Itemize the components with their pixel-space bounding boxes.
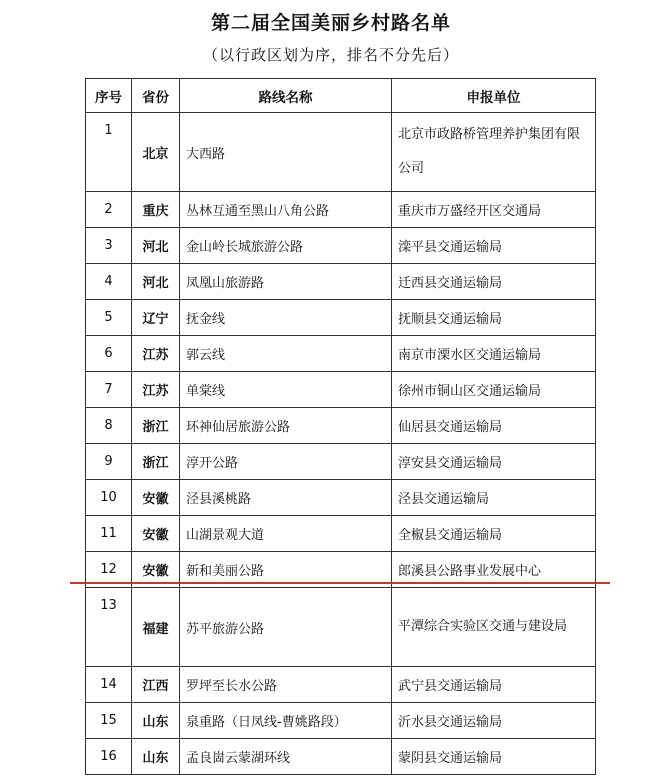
table-row — [86, 588, 596, 667]
row-province: 浙江 — [132, 408, 180, 444]
row-unit: 沂水县交通运输局 — [392, 703, 596, 739]
row-no: 4 — [86, 264, 132, 300]
row-no: 16 — [86, 739, 132, 775]
header-unit: 申报单位 — [392, 79, 596, 113]
row-no: 1 — [86, 113, 132, 192]
table-row — [86, 703, 596, 739]
row-province: 江西 — [132, 667, 180, 703]
row-unit: 平潭综合实验区交通与建设局 — [392, 588, 596, 667]
row-province: 北京 — [132, 113, 180, 192]
row-route: 淳开公路 — [180, 444, 392, 480]
table-row — [86, 113, 596, 192]
row-province: 江苏 — [132, 372, 180, 408]
row-route: 山湖景观大道 — [180, 516, 392, 552]
row-no: 7 — [86, 372, 132, 408]
row-province: 山东 — [132, 703, 180, 739]
row-no: 5 — [86, 300, 132, 336]
table-row — [86, 264, 596, 300]
row-province: 辽宁 — [132, 300, 180, 336]
row-province: 安徽 — [132, 480, 180, 516]
row-unit: 迁西县交通运输局 — [392, 264, 596, 300]
row-no: 9 — [86, 444, 132, 480]
table-row — [86, 480, 596, 516]
table-row — [86, 300, 596, 336]
header-no: 序号 — [86, 79, 132, 113]
row-route: 丛林互通至黑山八角公路 — [180, 192, 392, 228]
row-province: 浙江 — [132, 444, 180, 480]
row-route: 凤凰山旅游路 — [180, 264, 392, 300]
row-no: 6 — [86, 336, 132, 372]
row-no: 3 — [86, 228, 132, 264]
row-no: 14 — [86, 667, 132, 703]
row-unit: 仙居县交通运输局 — [392, 408, 596, 444]
table-row — [86, 192, 596, 228]
row-unit: 武宁县交通运输局 — [392, 667, 596, 703]
row-province: 安徽 — [132, 552, 180, 588]
row-no: 8 — [86, 408, 132, 444]
roads-table — [85, 78, 596, 775]
row-province: 重庆 — [132, 192, 180, 228]
row-province: 安徽 — [132, 516, 180, 552]
row-province: 河北 — [132, 228, 180, 264]
header-province: 省份 — [132, 79, 180, 113]
row-route: 苏平旅游公路 — [180, 588, 392, 667]
row-unit: 郎溪县公路事业发展中心 — [392, 552, 596, 588]
table-row — [86, 336, 596, 372]
row-route: 孟良崮云蒙湖环线 — [180, 739, 392, 775]
table-row — [86, 228, 596, 264]
header-route: 路线名称 — [180, 79, 392, 113]
row-no: 11 — [86, 516, 132, 552]
row-unit: 徐州市铜山区交通运输局 — [392, 372, 596, 408]
row-no: 15 — [86, 703, 132, 739]
row-unit: 淳安县交通运输局 — [392, 444, 596, 480]
row-unit: 重庆市万盛经开区交通局 — [392, 192, 596, 228]
row-route: 罗坪至长水公路 — [180, 667, 392, 703]
row-route: 泾县溪桃路 — [180, 480, 392, 516]
row-province: 山东 — [132, 739, 180, 775]
row-unit: 抚顺县交通运输局 — [392, 300, 596, 336]
row-no: 2 — [86, 192, 132, 228]
row-no: 13 — [86, 588, 132, 667]
red-separator-line — [70, 582, 610, 584]
table-row — [86, 739, 596, 775]
row-unit: 泾县交通运输局 — [392, 480, 596, 516]
document-subtitle: （以行政区划为序，排名不分先后） — [202, 46, 459, 64]
row-province: 福建 — [132, 588, 180, 667]
row-unit: 南京市溧水区交通运输局 — [392, 336, 596, 372]
table-row — [86, 444, 596, 480]
document-title: 第二届全国美丽乡村路名单 — [210, 12, 451, 34]
row-province: 江苏 — [132, 336, 180, 372]
table-row — [86, 408, 596, 444]
row-route: 抚金线 — [180, 300, 392, 336]
row-unit: 蒙阴县交通运输局 — [392, 739, 596, 775]
row-route: 郭云线 — [180, 336, 392, 372]
row-route: 单棠线 — [180, 372, 392, 408]
row-route: 泉重路（日凤线-曹姚路段） — [180, 703, 392, 739]
row-route: 环神仙居旅游公路 — [180, 408, 392, 444]
table-row — [86, 372, 596, 408]
row-unit: 全椒县交通运输局 — [392, 516, 596, 552]
table-header-row — [86, 79, 596, 113]
row-route: 大西路 — [180, 113, 392, 192]
row-no: 10 — [86, 480, 132, 516]
row-no: 12 — [86, 552, 132, 588]
row-unit: 北京市政路桥管理养护集团有限公司 — [392, 113, 596, 192]
row-route: 新和美丽公路 — [180, 552, 392, 588]
row-province: 河北 — [132, 264, 180, 300]
table-row — [86, 667, 596, 703]
row-route: 金山岭长城旅游公路 — [180, 228, 392, 264]
row-unit: 滦平县交通运输局 — [392, 228, 596, 264]
table-row — [86, 516, 596, 552]
